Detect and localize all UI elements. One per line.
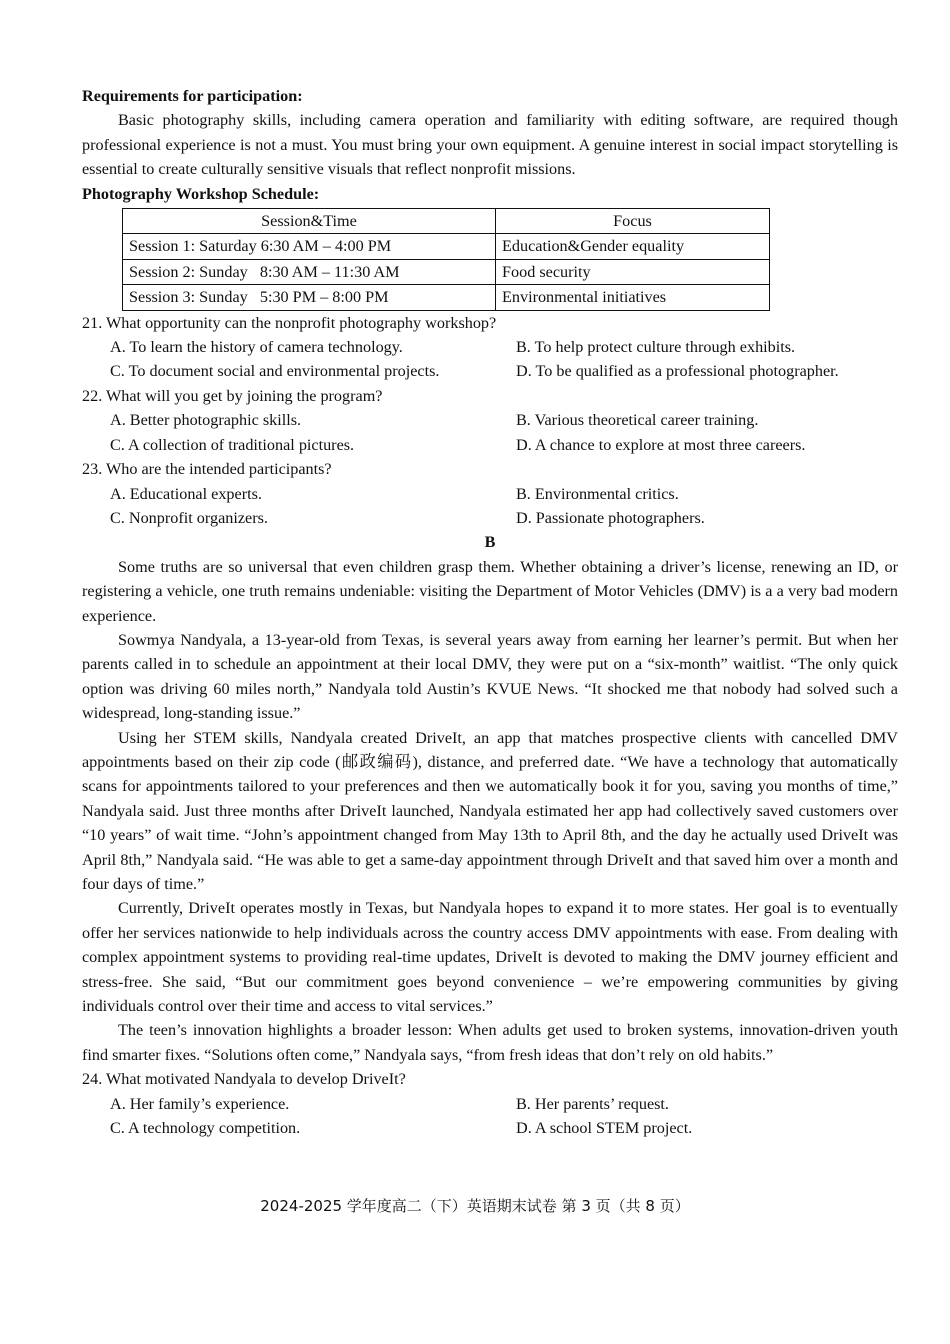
schedule-heading: Photography Workshop Schedule: xyxy=(82,184,320,203)
option-a[interactable]: A. Her family’s experience. xyxy=(110,1094,290,1113)
option-b[interactable]: B. Her parents’ request. xyxy=(516,1094,669,1113)
question-24 xyxy=(82,1067,898,1140)
passage-paragraph: Using her STEM skills, Nandyala created DriveIt, an app that matches prospective clients with cancelled DMV appointments based on their zip code (邮政编码), distance, and preferred date. “We have a technology that automatically scans for appointments tailored to your preferences and then we automatically book it for you, saving you months of time,” Nandyala said. Just three months after DriveIt launched, Nandyala estimated her app had collectively saved customers over “10 years” of wait time. “John’s appointment changed from May 13th to April 8th, and the day he actually used DriveIt was April 8th,” Nandyala said. “He was able to get a same-day appointment through DriveIt and that saved him over a month and four days of time.” xyxy=(82,728,898,893)
session-cell: Session 3: Sunday 5:30 PM – 8:00 PM xyxy=(123,285,496,310)
question-options xyxy=(82,335,898,384)
option-b[interactable]: B. Environmental critics. xyxy=(516,484,679,503)
question-options xyxy=(82,482,898,531)
option-a[interactable]: A. Educational experts. xyxy=(110,484,262,503)
schedule-table xyxy=(122,208,770,311)
column-header-focus: Focus xyxy=(496,209,770,234)
option-d[interactable]: D. Passionate photographers. xyxy=(516,508,705,527)
session-cell: Session 2: Sunday 8:30 AM – 11:30 AM xyxy=(123,259,496,284)
session-cell: Session 1: Saturday 6:30 AM – 4:00 PM xyxy=(123,234,496,259)
question-21 xyxy=(82,311,898,384)
question-stem: 22. What will you get by joining the program? xyxy=(82,386,383,405)
page-footer: 2024-2025 学年度高二（下）英语期末试卷 第 3 页（共 8 页） xyxy=(260,1197,690,1215)
requirements-text: Basic photography skills, including camera operation and familiarity with editing software, are required though professional experience is not a must. You must bring your own equipment. A genuine interest in social impact storytelling is essential to create culturally sensitive visuals that reflect nonprofit missions. xyxy=(82,111,898,179)
focus-cell: Education&Gender equality xyxy=(496,234,770,259)
passage-paragraph: Some truths are so universal that even children grasp them. Whether obtaining a driver’s license, renewing an ID, or registering a vehicle, one truth remains undeniable: visiting the Department of Motor Vehicles (DMV) is a a very bad modern experience. xyxy=(82,557,898,625)
option-d[interactable]: D. A school STEM project. xyxy=(516,1119,693,1138)
option-a[interactable]: A. To learn the history of camera technology. xyxy=(110,338,403,357)
question-23 xyxy=(82,457,898,530)
column-header-session: Session&Time xyxy=(123,209,496,234)
table-row xyxy=(123,285,770,310)
table-row xyxy=(123,259,770,284)
passage-paragraph: Currently, DriveIt operates mostly in Texas, but Nandyala hopes to expand it to more states. Her goal is to eventually offer her services nationwide to help individuals across the country access DMV appointments with ease. From dealing with complex appointment systems to providing real-time updates, DriveIt is devoted to making the DMV journey efficient and stress-free. She said, “But our commitment goes beyond convenience – we’re empowering communities by giving individuals control over their time and access to vital services.” xyxy=(82,899,898,1016)
section-b-heading: B xyxy=(484,533,496,552)
option-b[interactable]: B. To help protect culture through exhibits. xyxy=(516,338,796,357)
option-c[interactable]: C. A collection of traditional pictures. xyxy=(110,435,355,454)
option-a[interactable]: A. Better photographic skills. xyxy=(110,411,302,430)
question-stem: 23. Who are the intended participants? xyxy=(82,460,332,479)
requirements-heading: Requirements for participation: xyxy=(82,87,303,105)
focus-cell: Food security xyxy=(496,259,770,284)
passage-paragraph: The teen’s innovation highlights a broader lesson: When adults get used to broken systems, innovation-driven youth find smarter fixes. “Solutions often come,” Nandyala says, “from fresh ideas that don’t rely on old habits.” xyxy=(82,1021,898,1064)
option-d[interactable]: D. A chance to explore at most three careers. xyxy=(516,435,806,454)
focus-cell: Environmental initiatives xyxy=(496,285,770,310)
option-c[interactable]: C. Nonprofit organizers. xyxy=(110,508,268,527)
option-b[interactable]: B. Various theoretical career training. xyxy=(516,411,759,430)
option-c[interactable]: C. A technology competition. xyxy=(110,1119,301,1138)
question-stem: 24. What motivated Nandyala to develop DriveIt? xyxy=(82,1070,406,1089)
table-row xyxy=(123,234,770,259)
question-options xyxy=(82,408,898,457)
question-stem: 21. What opportunity can the nonprofit photography workshop? xyxy=(82,313,497,332)
option-d[interactable]: D. To be qualified as a professional photographer. xyxy=(516,362,839,381)
question-options xyxy=(82,1092,898,1141)
question-22 xyxy=(82,384,898,457)
passage-paragraph: Sowmya Nandyala, a 13-year-old from Texas, is several years away from earning her learner’s permit. But when her parents called in to schedule an appointment at their local DMV, they were put on a “six-month” waitlist. “The only quick option was driving 60 miles north,” Nandyala told Austin’s KVUE News. “It shocked me that nobody had solved such a widespread, long-standing issue.” xyxy=(82,630,898,723)
option-c[interactable]: C. To document social and environmental projects. xyxy=(110,362,440,381)
table-header-row xyxy=(123,209,770,234)
